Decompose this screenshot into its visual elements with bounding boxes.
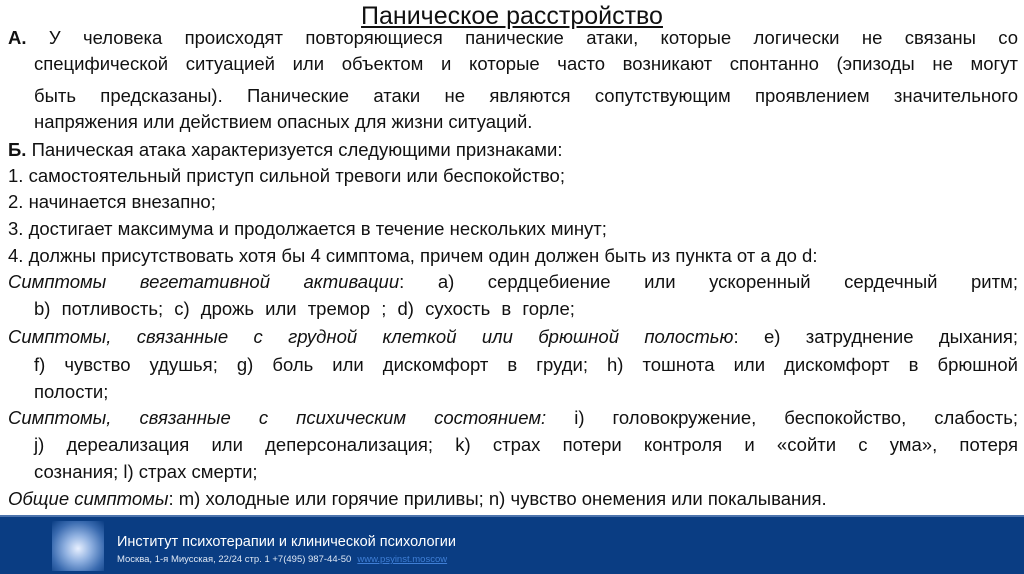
symptom-label: Симптомы вегетативной активации — [8, 271, 400, 292]
section-a-line: напряжения или действием опасных для жизни ситуаций. — [34, 111, 533, 132]
symptom-line: полости; — [34, 381, 109, 402]
text: : e) затруднение дыхания; — [733, 326, 1018, 347]
institute-logo-icon — [52, 521, 104, 571]
address — [117, 554, 447, 565]
symptom-line: j) дереализация или деперсонализация; k) страх потери контроля и «сойти с ума», потеря — [34, 434, 1018, 455]
website-link[interactable]: www.psyinst.moscow — [357, 554, 448, 565]
section-a-line — [8, 26, 1018, 50]
symptom-line: b) потливость; c) дрожь или тремор ; d) сухость в горле; — [34, 298, 575, 319]
list-item: 4. должны присутствовать хотя бы 4 симптома, причем один должен быть из пункта от a до d: — [8, 245, 818, 266]
symptom-label: Симптомы, связанные с грудной клеткой или брюшной полостью — [8, 326, 734, 347]
symptom-line: сознания; l) страх смерти; — [34, 461, 258, 482]
symptom-line — [8, 270, 1018, 294]
symptom-line: f) чувство удушья; g) боль или дискомфорт в груди; h) тошнота или дискомфорт в брюшной — [34, 354, 1018, 375]
symptom-label: Симптомы, связанные с психическим состоянием: — [8, 407, 547, 428]
text: У человека происходят повторяющиеся панические атаки, которые логически не связаны со — [48, 27, 1018, 48]
address-text: Москва, 1-я Миусская, 22/24 стр. 1 +7(495) 987-44-50 — [117, 554, 352, 565]
symptom-line — [8, 325, 1018, 349]
section-b-marker: Б. — [8, 139, 27, 160]
list-item: 2. начинается внезапно; — [8, 191, 216, 212]
section-a-line: специфической ситуацией или объектом и которые часто возникают спонтанно (эпизоды не могут — [34, 53, 1018, 74]
text: : a) сердцебиение или ускоренный сердечный ритм; — [399, 271, 1018, 292]
section-b-heading — [8, 138, 1018, 162]
symptom-line — [8, 406, 1018, 430]
text: : m) холодные или горячие приливы; n) чувство онемения или покалывания. — [168, 488, 827, 509]
text: i) головокружение, беспокойство, слабость; — [546, 407, 1019, 428]
section-a-line: быть предсказаны). Панические атаки не являются сопутствующим проявлением значительного — [34, 85, 1018, 106]
list-item: 1. самостоятельный приступ сильной тревоги или беспокойство; — [8, 165, 565, 186]
organization-name: Институт психотерапии и клинической психологии — [117, 534, 457, 550]
section-a-marker: А. — [8, 27, 27, 48]
list-item: 3. достигает максимума и продолжается в течение нескольких минут; — [8, 218, 607, 239]
page-title: Паническое расстройство — [361, 2, 663, 30]
symptom-line — [8, 487, 1018, 511]
symptom-label: Общие симптомы — [8, 488, 169, 509]
text: Паническая атака характеризуется следующими признаками: — [31, 139, 563, 160]
footer — [0, 515, 1024, 574]
